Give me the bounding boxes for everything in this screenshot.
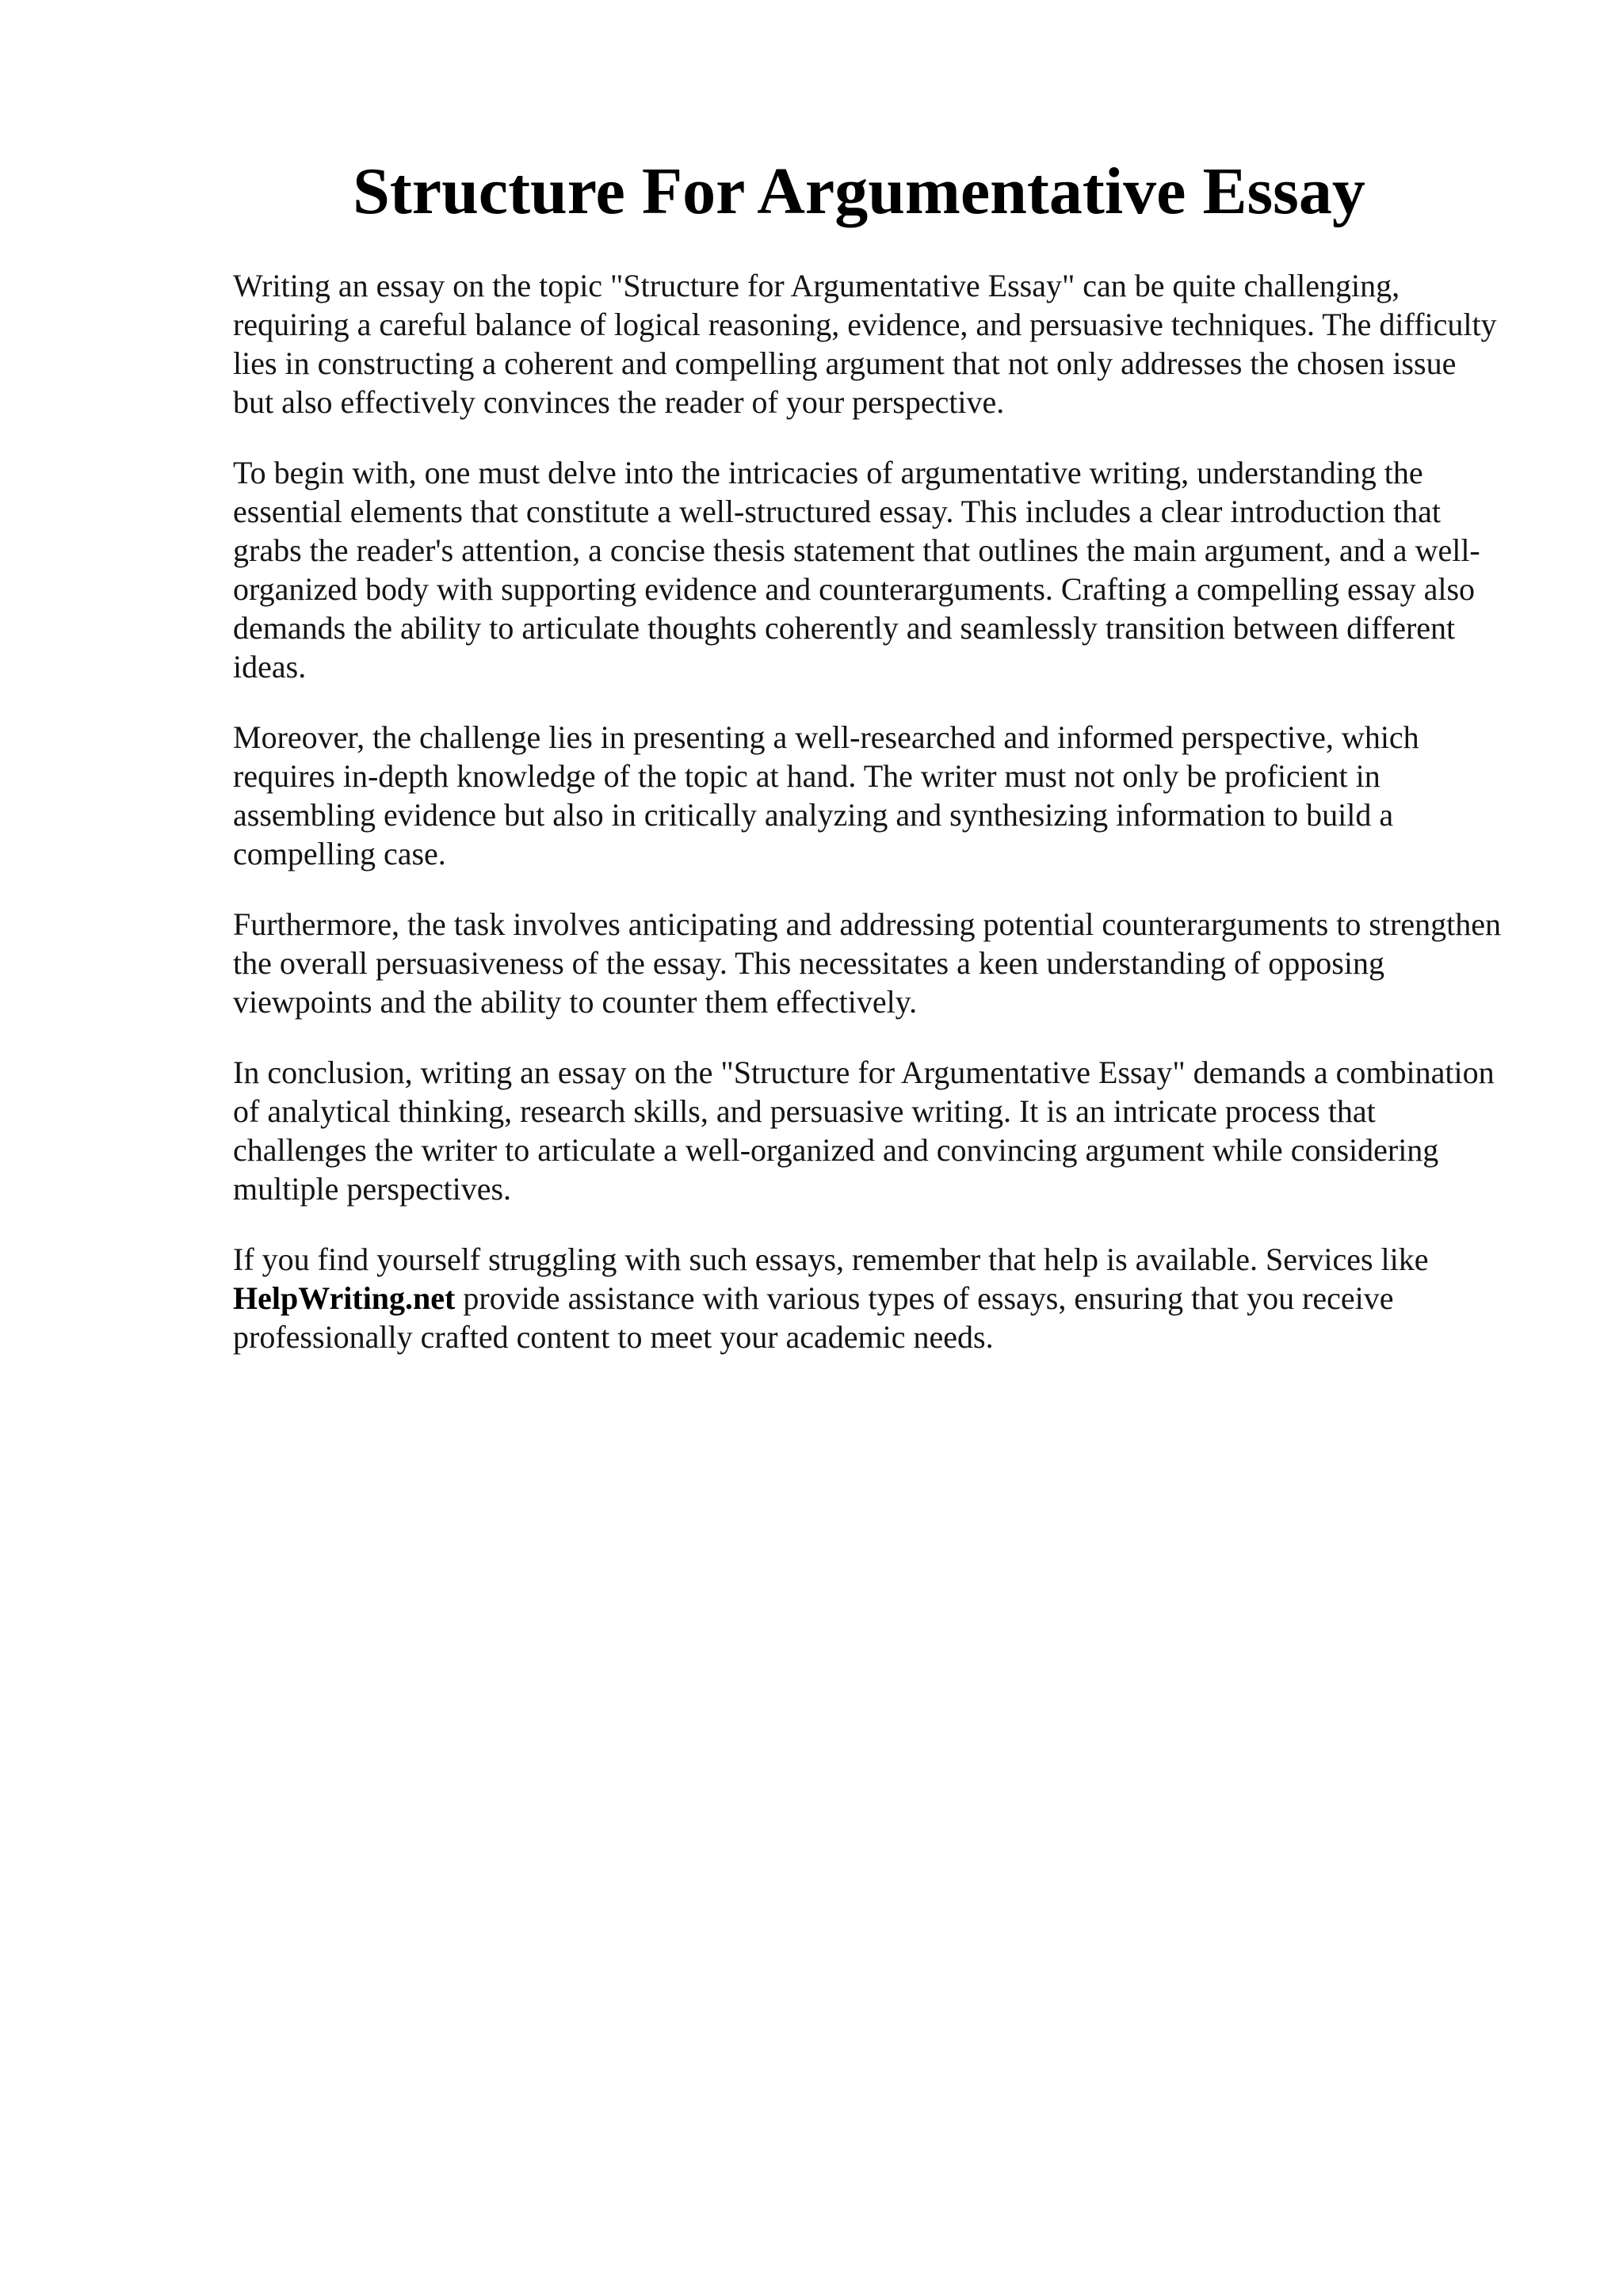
- document-body: [233, 266, 1501, 1388]
- document-title: Structure For Argumentative Essay: [353, 154, 1365, 228]
- helpwriting-brand: HelpWriting.net: [233, 1280, 456, 1316]
- paragraph-closing: [233, 1240, 1501, 1356]
- paragraph-counterarguments: Furthermore, the task involves anticipating and addressing potential counterarguments to strengthen the overall persuasiveness of the essay. This necessitates a keen understanding of opposing viewpoints and the ability to counter them effectively.: [233, 906, 1501, 1020]
- closing-text-after: provide assistance with various types of essays, ensuring that you receive professionally crafted content to meet your academic needs.: [233, 1280, 1394, 1355]
- paragraph-intro: Writing an essay on the topic "Structure for Argumentative Essay" can be quite challenging, requiring a careful balance of logical reasoning, evidence, and persuasive techniques. The difficulty lies in constructing a coherent and compelling argument that not only addresses the chosen issue but also effectively convinces the reader of your perspective.: [233, 268, 1497, 420]
- closing-text-before: If you find yourself struggling with such essays, remember that help is available. Services like: [233, 1241, 1429, 1277]
- paragraph-elements: To begin with, one must delve into the intricacies of argumentative writing, understanding the essential elements that constitute a well-structured essay. This includes a clear introduction that grabs the reader's attention, a concise thesis statement that outlines the main argument, and a well-organized body with supporting evidence and counterarguments. Crafting a compelling essay also demands the ability to articulate thoughts coherently and seamlessly transition between different ideas.: [233, 455, 1480, 685]
- paragraph-research: Moreover, the challenge lies in presenting a well-researched and informed perspective, which requires in-depth knowledge of the topic at hand. The writer must not only be proficient in assembling evidence but also in critically analyzing and synthesizing information to build a compelling case.: [233, 719, 1419, 871]
- paragraph-conclusion: In conclusion, writing an essay on the "Structure for Argumentative Essay" demands a combination of analytical thinking, research skills, and persuasive writing. It is an intricate process that challenges the writer to articulate a well-organized and convincing argument while considering multiple perspectives.: [233, 1055, 1495, 1207]
